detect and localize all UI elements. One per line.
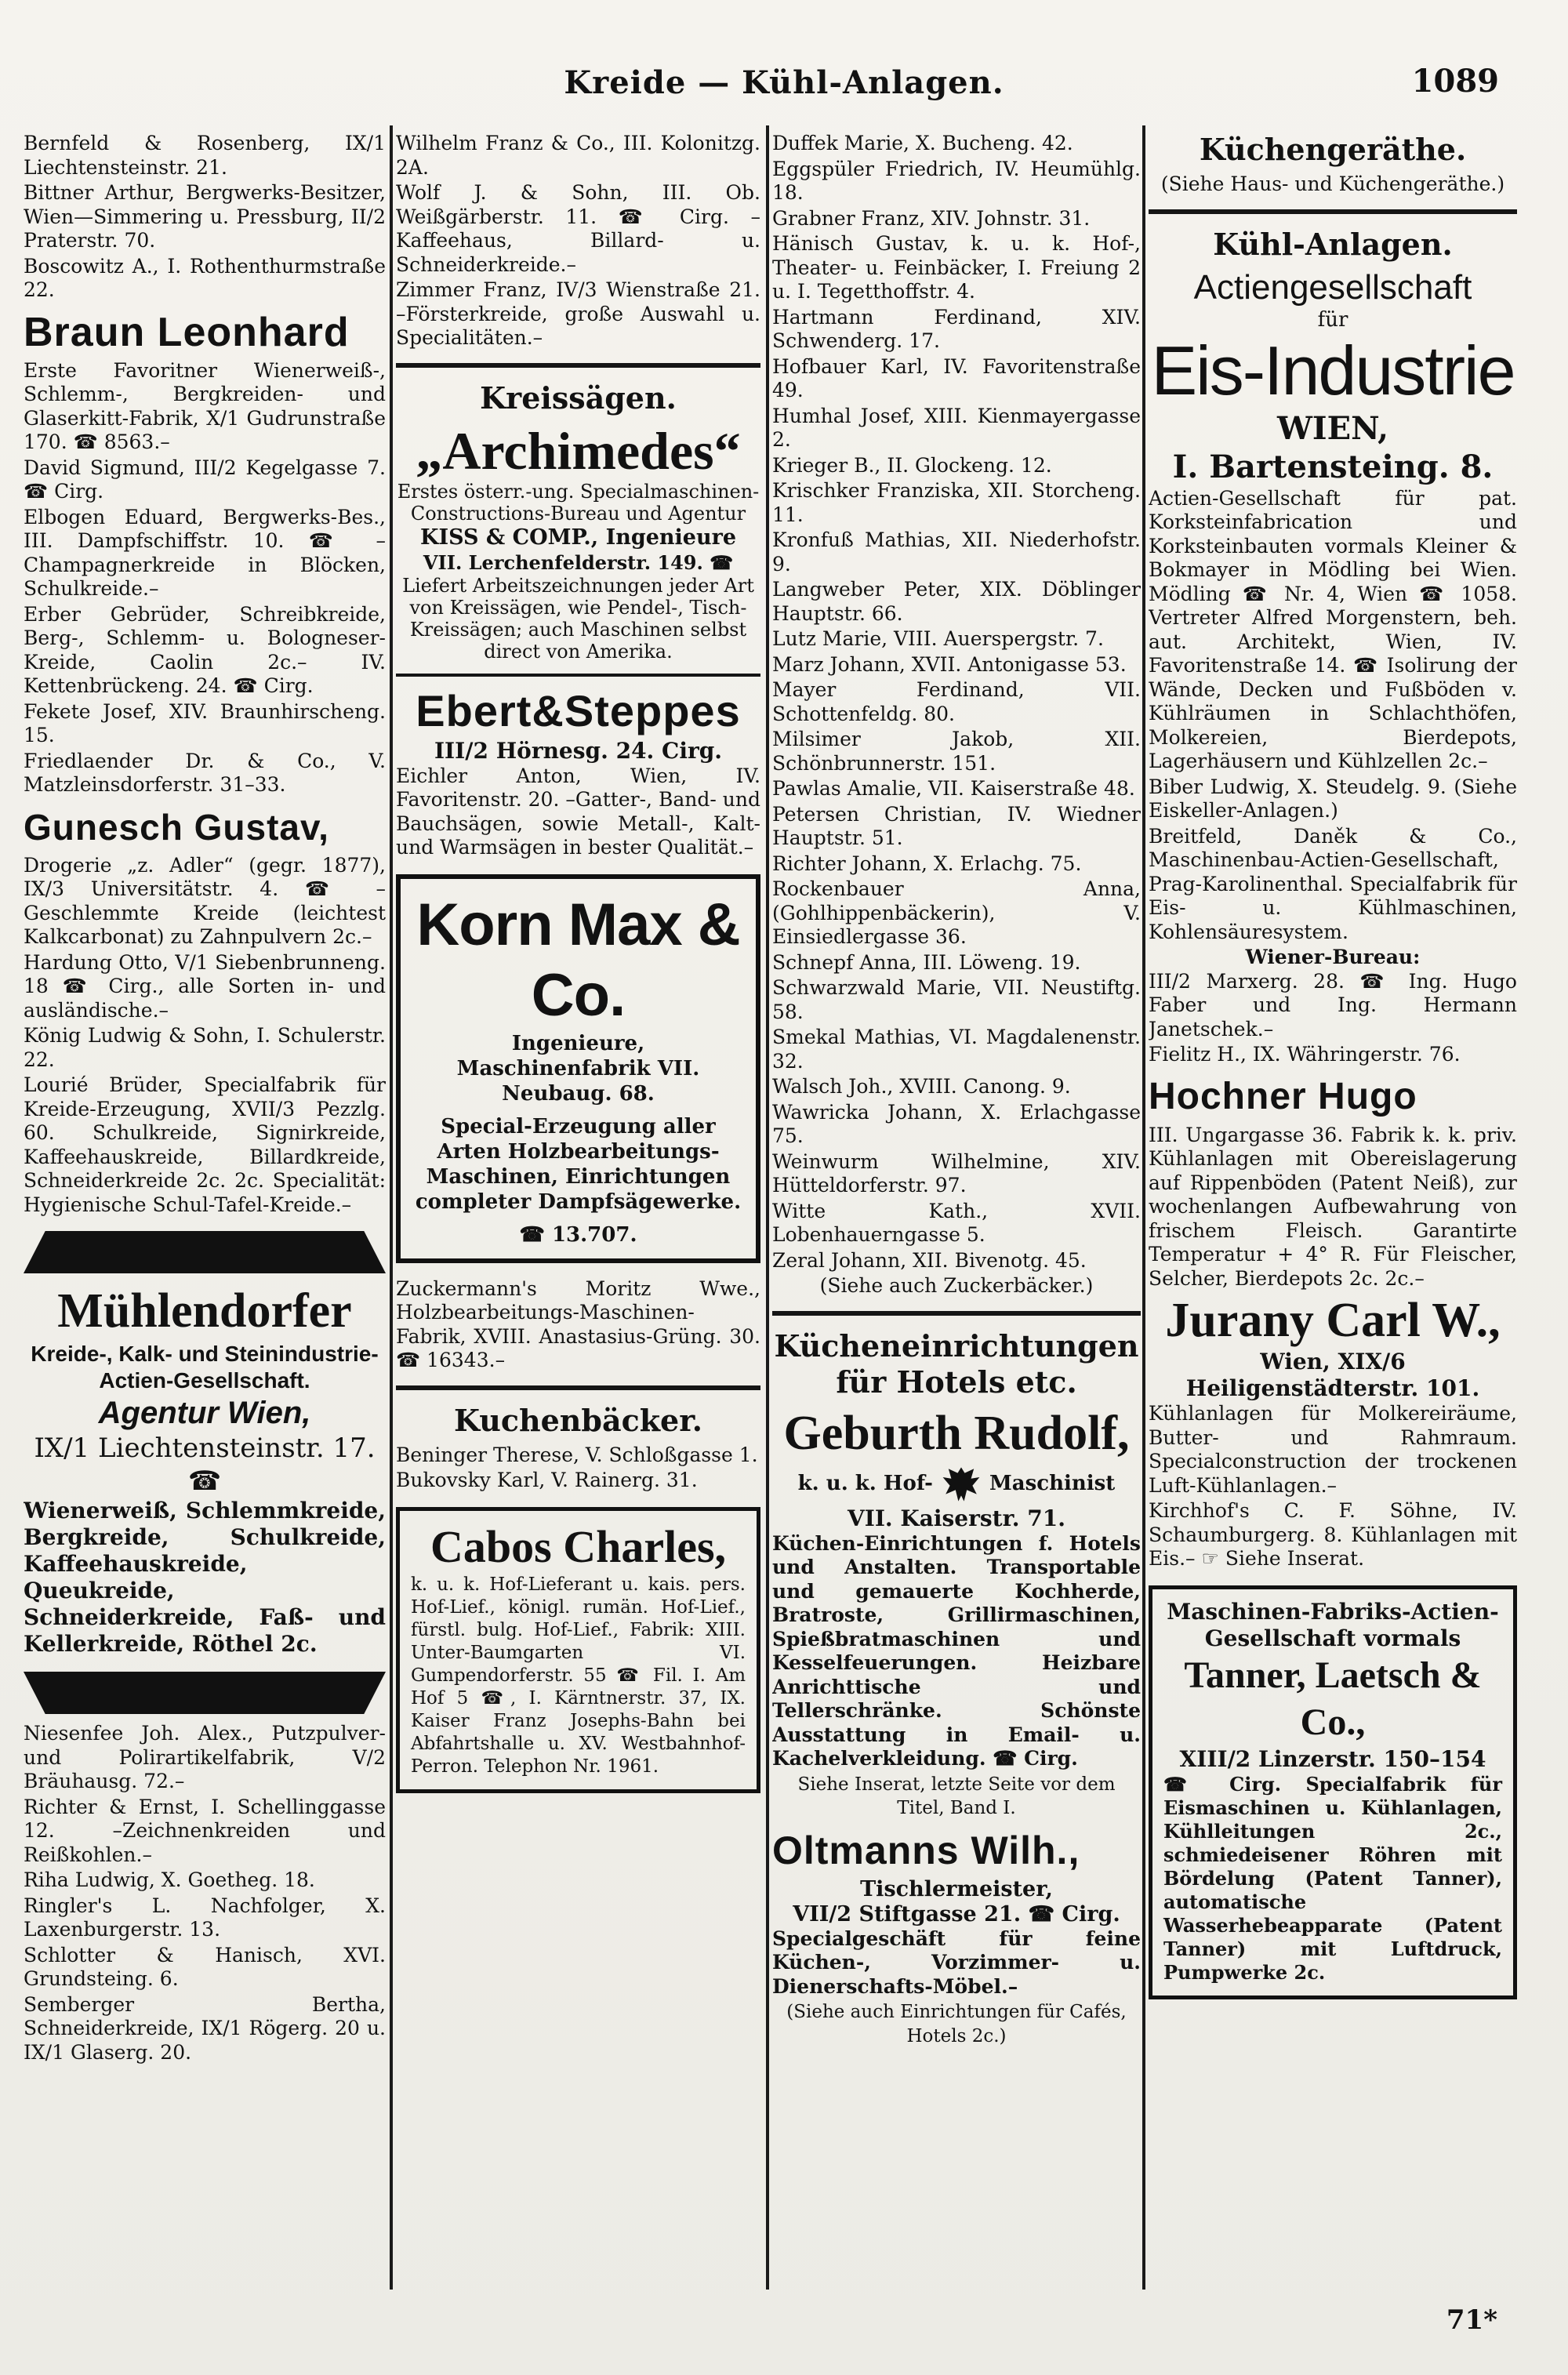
advert-address: IX/1 Liechtensteinstr. 17. ☎ [34, 1433, 376, 1497]
advert-text: ☎ Cirg. Specialfabrik für Eismaschinen u. Kühlanlagen, Kühlleitungen 2c., schmiedeisener Röhren mit Bördelung (Patent Tanner), automatische Wasserhebeapparate (Patent Tanner) mit Luftdruck, Pumpwerke 2c. [1163, 1772, 1502, 1984]
footer-mark: 71* [1446, 2304, 1497, 2336]
advert-line: Actiengesellschaft [1193, 267, 1472, 307]
page-number: 1089 [1411, 63, 1499, 100]
advert-box [1149, 1585, 1517, 1999]
listing-entry: Krischker Franziska, XII. Storcheng. 11. [772, 479, 1141, 526]
listing-entry: Friedlaender Dr. & Co., V. Matzleinsdorferstr. 31–33. [24, 749, 386, 796]
listing-entry: Zeral Johann, XII. Bivenotg. 45. [772, 1248, 1087, 1272]
section-divider [396, 674, 760, 677]
column-2 [396, 132, 760, 2304]
advert-name: Hochner Hugo [1149, 1075, 1417, 1117]
advert-name: Korn Max & Co. [416, 891, 740, 1029]
advert-address: XIII/2 Linzerstr. 150–154 [1179, 1745, 1486, 1772]
advert-note: Siehe Inserat, letzte Seite vor dem Titel, Band I. [797, 1774, 1116, 1818]
listing-entry: Petersen Christian, IV. Wiedner Hauptstr. 51. [772, 802, 1141, 849]
listing-entry: Schnepf Anna, III. Löweng. 19. [772, 950, 1081, 974]
listing-entry: III/2 Marxerg. 28. ☎ Ing. Hugo Faber und Ing. Hermann Janetschek.– [1149, 969, 1517, 1040]
listing-entry: Krieger B., II. Glockeng. 12. [772, 453, 1052, 477]
listing-entry: Pawlas Amalie, VII. Kaiserstraße 48. [772, 777, 1135, 800]
section-heading: Kuchenbäcker. [454, 1402, 702, 1438]
advert-city: WIEN, [1276, 409, 1389, 447]
advert-address: VII. Lerchenfelderstr. 149. ☎ [423, 550, 734, 574]
decorative-bar [24, 1231, 386, 1273]
section-heading: Küchengeräthe. [1199, 132, 1467, 167]
advert-line: Maschinenfabrik VII. Neubaug. 68. [456, 1056, 700, 1106]
section-divider [396, 1385, 760, 1390]
column-rule [1142, 125, 1145, 2290]
advert-name: Oltmanns Wilh., [772, 1828, 1080, 1872]
listing-entry: Smekal Mathias, VI. Magdalenenstr. 32. [772, 1026, 1141, 1073]
advert-name: Jurany Carl W., [1165, 1294, 1501, 1347]
advert-name: Braun Leonhard [24, 309, 350, 355]
listing-entry: Breitfeld, Daněk & Co., Maschinenbau-Actien-Gesellschaft, Prag-Karolinenthal. Specialfabrik für Eis- u. Kühlmaschinen, Kohlensäuresystem. [1149, 824, 1517, 943]
listing-entry: Bukovsky Karl, V. Rainerg. 31. [396, 1469, 698, 1491]
column-rule [766, 125, 769, 2290]
listing-entry: Actien-Gesellschaft für pat. Korksteinfabrication und Korksteinbauten vormals Kleiner & Bokmayer in Mödling bei Wien. Mödling ☎ Nr. 4, Wien ☎ 1058. Vertreter Alfred Morgenstern, beh. aut. Architekt, Wien, IV. Favoritenstraße 14. ☎ Isolirung der Wände, Decken und Fußböden v. Kühlräumen in Schlachthöfen, Molkereien, Bierdepots, Lagerhäusern und Kühlzellen 2c.– [1149, 486, 1517, 772]
listing-entry: Ringler's L. Nachfolger, X. Laxenburgerstr. 13. [24, 1894, 386, 1941]
listing-entry: Duffek Marie, X. Bucheng. 42. [772, 132, 1073, 154]
listing-entry: Schwarzwald Marie, VII. Neustiftg. 58. [772, 976, 1141, 1023]
advert-name: Ebert&Steppes [416, 685, 741, 735]
listing-entry: Beninger Therese, V. Schloßgasse 1. [396, 1443, 758, 1466]
listing-entry: Mayer Ferdinand, VII. Schottenfeldg. 80. [772, 678, 1141, 725]
advert-text: Wienerweiß, Schlemmkreide, Bergkreide, Schulkreide, Kaffeehauskreide, Queukreide, Schneiderkreide, Faß- und Kellerkreide, Röthel 2c. [24, 1498, 386, 1657]
listing-entry: Milsimer Jakob, XII. Schönbrunnerstr. 151. [772, 728, 1141, 775]
advert-text: Kühlanlagen für Molkereiräume, Butter- und Rahmraum. Specialconstruction der trockenen Luft-Kühlanlagen.– [1149, 1402, 1517, 1497]
listing-entry: Erber Gebrüder, Schreibkreide, Berg-, Schlemm- u. Bologneser-Kreide, Caolin 2c.– IV. Kettenbrückeng. 24. ☎ Cirg. [24, 602, 386, 697]
listing-entry: Hofbauer Karl, IV. Favoritenstraße 49. [772, 354, 1141, 401]
listing-entry: König Ludwig & Sohn, I. Schulerstr. 22. [24, 1024, 386, 1071]
section-divider [396, 363, 760, 368]
column-rule [390, 125, 393, 2290]
advert-text: Specialgeschäft für feine Küchen-, Vorzimmer- u. Dienerschafts-Möbel.– [772, 1927, 1141, 1998]
listing-entry: Boscowitz A., I. Rothenthurmstraße 22. [24, 254, 386, 301]
listing-entry: Witte Kath., XVII. Lobenhauerngasse 5. [772, 1199, 1141, 1246]
advert-text: Special-Erzeugung aller Arten Holzbearbeitungs-Maschinen, Einrichtungen completer Dampfsägewerke. [415, 1114, 742, 1214]
advert-warrant-left: k. u. k. Hof- [797, 1471, 933, 1495]
listing-entry: Bittner Arthur, Bergwerks-Besitzer, Wien—Simmering u. Pressburg, II/2 Praterstr. 70. [24, 181, 386, 252]
listing-entry: Wolf J. & Sohn, III. Ob. Weißgärberstr. 11. ☎ Cirg. –Kaffeehaus, Billard- u. Schneiderkreide.– [396, 181, 760, 276]
advert-warrant-line [772, 1462, 1141, 1505]
section-divider [1149, 209, 1517, 214]
advert-text: Küchen-Einrichtungen f. Hotels und Anstalten. Transportable und gemauerte Kochherde, Bratroste, Grillirmaschinen, Spießbratmaschinen und Kesselfeuerungen. Heizbare Anrichttische und Tellerschränke. Schönste Ausstattung in Email- u. Kachelverkleidung. ☎ Cirg. [772, 1531, 1141, 1770]
advert-address: VII. Kaiserstr. 71. [848, 1505, 1065, 1531]
listing-entry: Fekete Josef, XIV. Braunhirscheng. 15. [24, 699, 386, 746]
eagle-icon [940, 1463, 982, 1505]
listing-entry: Lourié Brüder, Specialfabrik für Kreide-Erzeugung, XVII/3 Pezzlg. 60. Schulkreide, Signirkreide, Kaffeehauskreide, Billardkreide, Schneiderkreide 2c. 2c. Specialität: Hygienische Schul-Tafel-Kreide.– [24, 1073, 386, 1216]
listing-entry: Semberger Bertha, Schneiderkreide, IX/1 Rögerg. 20 u. IX/1 Glaserg. 20. [24, 1992, 386, 2064]
listing-entry: Eggspüler Friedrich, IV. Heumühlg. 18. [772, 157, 1141, 204]
running-header: Kreide — Kühl-Anlagen. [564, 64, 1004, 101]
advert-line: Tischlermeister, [860, 1876, 1053, 1901]
advert-line: für [1317, 307, 1348, 332]
listing-entry: Wilhelm Franz & Co., III. Kolonitzg. 2A. [396, 132, 760, 179]
advert-line: Ingenieure, [511, 1031, 645, 1055]
advert-text: Drogerie „z. Adler“ (gegr. 1877), IX/3 Universitätstr. 4. ☎ –Geschlemmte Kreide (leichtest Kalkcarbonat) zu Zahnpulvern 2c.– [24, 853, 386, 948]
listing-entry: Hänisch Gustav, k. u. k. Hof-, Theater- u. Feinbäcker, I. Freiung 2 u. I. Tegetthoffstr. 4. [772, 232, 1141, 303]
listing-entry: Lutz Marie, VIII. Auerspergstr. 7. [772, 627, 1104, 650]
section-divider [772, 1311, 1141, 1316]
advert-address: Wien, XIX/6 Heiligenstädterstr. 101. [1185, 1349, 1480, 1401]
advert-box [396, 1507, 760, 1793]
cross-reference: (Siehe auch Zuckerbäcker.) [819, 1274, 1094, 1297]
advert-text: Erste Favoritner Wienerweiß-, Schlemm-, Bergkreiden- und Glaserkitt-Fabrik, X/1 Gudrunstraße 170. ☎ 8563.– [24, 358, 386, 453]
advert-name: Tanner, Laetsch & Co., [1184, 1654, 1482, 1743]
advert-phone: ☎ 13.707. [519, 1222, 637, 1247]
advert-name: Geburth Rudolf, [783, 1406, 1130, 1460]
advert-name: Gunesch Gustav, [24, 806, 329, 848]
advert-text: III. Ungargasse 36. Fabrik k. k. priv. Kühlanlagen mit Obereislagerung auf Rippenböden (Patent Neiß), zur wochenlangen Aufbewahrung von frischem Fleisch. Garantirte Temperatur + 4° R. Für Fleischer, Selcher, Bierdepots 2c. 2c.– [1149, 1123, 1517, 1290]
listing-entry: Eichler Anton, Wien, IV. Favoritenstr. 20. –Gatter-, Band- und Bauchsägen, sowie Metall-, Kalt- und Warmsägen in bester Qualität.– [396, 764, 760, 859]
advert-address: III/2 Hörnesg. 24. Cirg. [434, 737, 723, 764]
listing-entry: Richter & Ernst, I. Schellinggasse 12. –Zeichnenkreiden und Reißkohlen.– [24, 1795, 386, 1866]
listing-entry: Hartmann Ferdinand, XIV. Schwenderg. 17. [772, 305, 1141, 352]
listing-entry: Wawricka Johann, X. Erlachgasse 75. [772, 1100, 1141, 1147]
advert-address: I. Bartensteing. 8. [1172, 448, 1494, 485]
advert-subtitle: Erstes österr.-ung. Specialmaschinen-Constructions-Bureau und Agentur [397, 480, 760, 525]
column-1 [24, 132, 386, 2304]
listing-entry: Kronfuß Mathias, XII. Niederhofstr. 9. [772, 528, 1141, 576]
bureau-heading: Wiener-Bureau: [1245, 946, 1421, 968]
section-heading: Kreissägen. [480, 379, 677, 416]
section-heading: Kühl-Anlagen. [1213, 226, 1453, 262]
advert-note: (Siehe auch Einrichtungen für Cafés, Hotels 2c.) [786, 2002, 1127, 2046]
advert-subtitle: Maschinen-Fabriks-Actien-Gesellschaft vormals [1167, 1598, 1499, 1651]
column-3 [772, 132, 1141, 2304]
advert-text: Liefert Arbeitszeichnungen jeder Art von Kreissägen, wie Pendel-, Tisch-Kreissägen; auch Maschinen selbst direct von Amerika. [402, 574, 754, 663]
advert-name: Cabos Charles, [430, 1520, 727, 1572]
advert-name: Mühlendorfer [57, 1284, 352, 1338]
advert-subtitle: Kreide-, Kalk- und Steinindustrie-Actien-Gesellschaft. [31, 1342, 379, 1393]
cross-reference: (Siehe Haus- und Küchengeräthe.) [1160, 172, 1505, 195]
listing-entry: Rockenbauer Anna, (Gohlhippenbäckerin), V. Einsiedlergasse 36. [772, 877, 1141, 948]
advert-name: Eis-Industrie [1151, 331, 1515, 409]
listing-entry: Hardung Otto, V/1 Siebenbrunneng. 18 ☎ Cirg., alle Sorten in- und ausländische.– [24, 950, 386, 1022]
listing-entry: Zuckermann's Moritz Wwe., Holzbearbeitungs-Maschinen-Fabrik, XVIII. Anastasius-Grüng. 30. ☎ 16343.– [396, 1276, 760, 1371]
advert-firm: KISS & COMP., Ingenieure [419, 525, 737, 550]
listing-entry: Marz Johann, XVII. Antonigasse 53. [772, 652, 1127, 676]
listing-entry: Humhal Josef, XIII. Kienmayergasse 2. [772, 404, 1141, 451]
listing-entry: Fielitz H., IX. Währingerstr. 76. [1149, 1043, 1461, 1066]
listing-entry: Bernfeld & Rosenberg, IX/1 Liechtensteinstr. 21. [24, 132, 386, 179]
listing-entry: Niesenfee Joh. Alex., Putzpulver- und Polirartikelfabrik, V/2 Bräuhausg. 72.– [24, 1722, 386, 1792]
listing-entry: Langweber Peter, XIX. Döblinger Hauptstr. 66. [772, 578, 1141, 625]
advert-agency: Agentur Wien, [98, 1396, 311, 1430]
listing-entry: Biber Ludwig, X. Steudelg. 9. (Siehe Eiskeller-Anlagen.) [1149, 775, 1517, 822]
advert-text: k. u. k. Hof-Lieferant u. kais. pers. Hof-Lief., königl. rumän. Hof-Lief., fürstl. bulg. Hof-Lief., Fabrik: XIII. Unter-Baumgarten VI. Gumpendorferstr. 55 ☎ Fil. I. Am Hof 5 ☎, I. Kärntnerstr. 37, IX. Kaiser Franz Josephs-Bahn bei Abfahrtshalle u. XV. Westbahnhof-Perron. Telephon Nr. 1961. [411, 1574, 746, 1777]
advert-box [396, 874, 760, 1263]
section-heading: Kücheneinrichtungen für Hotels etc. [774, 1327, 1139, 1400]
advert-warrant-right: Maschinist [989, 1471, 1116, 1495]
listing-entry: Grabner Franz, XIV. Johnstr. 31. [772, 206, 1091, 230]
listing-entry: Elbogen Eduard, Bergwerks-Bes., III. Dampfschiffstr. 10. ☎ –Champagnerkreide in Blöcken, Schulkreide.– [24, 505, 386, 600]
listing-entry: Schlotter & Hanisch, XVI. Grundsteing. 6. [24, 1943, 386, 1990]
listing-entry: Zimmer Franz, IV/3 Wienstraße 21. –Försterkreide, große Auswahl u. Specialitäten.– [396, 278, 760, 349]
advert-name: „Archimedes“ [416, 420, 741, 481]
listing-entry: Richter Johann, X. Erlachg. 75. [772, 852, 1082, 875]
listing-entry: Kirchhof's C. F. Söhne, IV. Schaumburgerg. 8. Kühlanlagen mit Eis.– ☞ Siehe Inserat. [1149, 1499, 1517, 1570]
listing-entry: Walsch Joh., XVIII. Canong. 9. [772, 1075, 1071, 1098]
listing-entry: Weinwurm Wilhelmine, XIV. Hütteldorferstr. 97. [772, 1149, 1141, 1197]
listing-entry: David Sigmund, III/2 Kegelgasse 7. ☎ Cirg. [24, 456, 386, 503]
advert-address: VII/2 Stiftgasse 21. ☎ Cirg. [793, 1901, 1120, 1927]
decorative-bar [24, 1672, 386, 1714]
column-4 [1149, 132, 1517, 2304]
listing-entry: Riha Ludwig, X. Goetheg. 18. [24, 1868, 315, 1891]
